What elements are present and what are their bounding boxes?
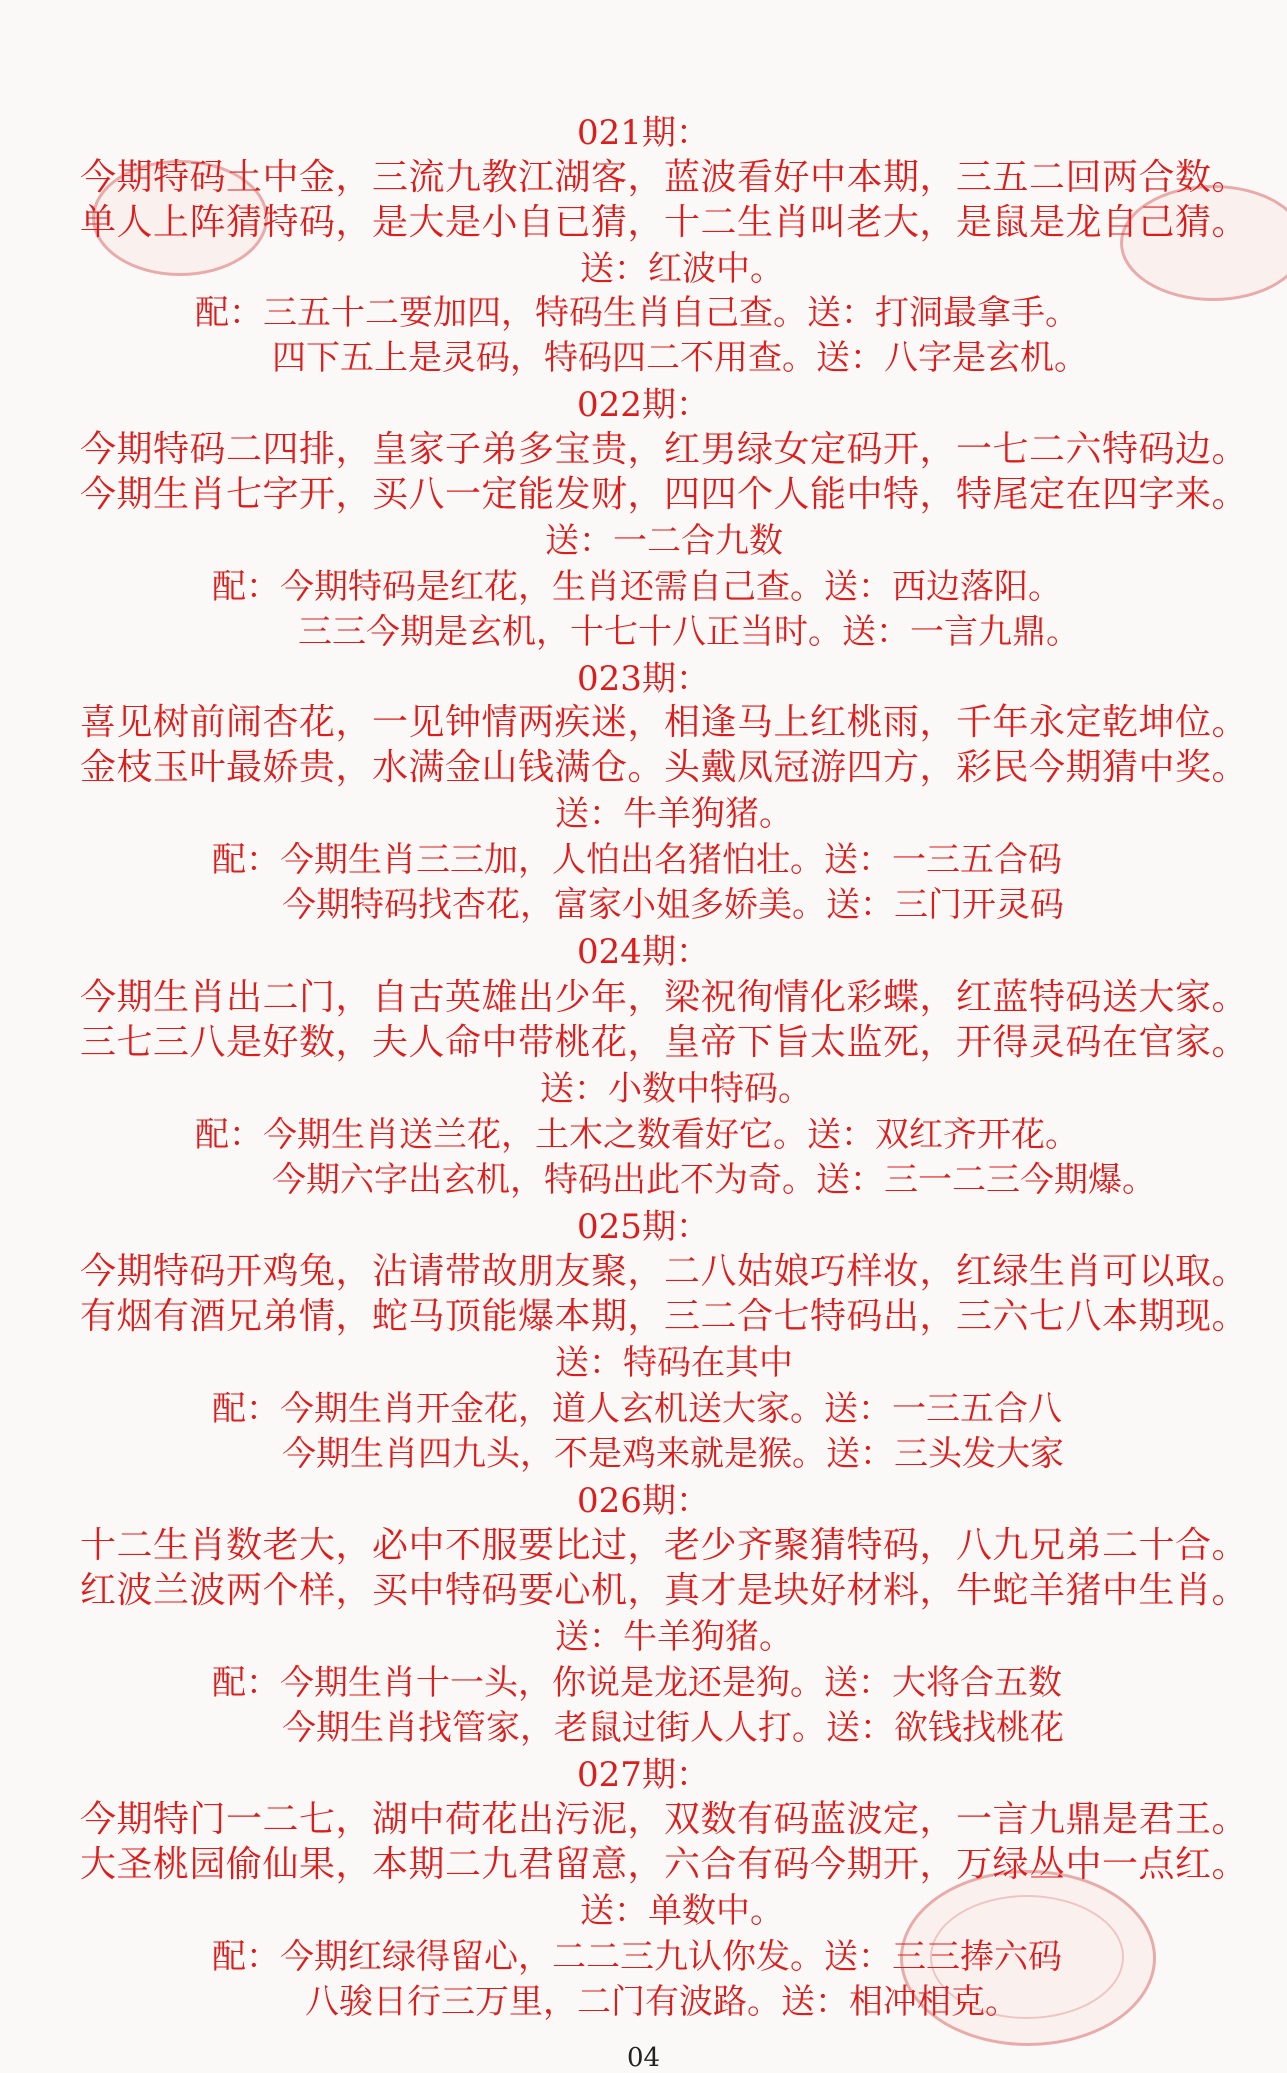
section-header: 027期： bbox=[577, 1755, 710, 1795]
pei-line-2: 今期特码找杏花，富家小姐多娇美。送：三门开灵码 bbox=[282, 885, 1064, 925]
pei-line-2: 今期生肖四九头，不是鸡来就是猴。送：三头发大家 bbox=[282, 1434, 1064, 1474]
verse-line: 单人上阵猜特码，是大是小自已猜，十二生肖叫老大，是鼠是龙自己猜。 bbox=[80, 202, 1249, 243]
section-header: 021期： bbox=[577, 113, 710, 153]
verse-line: 十二生肖数老大，必中不服要比过，老少齐聚猜特码，八九兄弟二十合。 bbox=[80, 1525, 1249, 1566]
verse-line: 今期特码土中金，三流九教江湖客，蓝波看好中本期，三五二回两合数。 bbox=[80, 157, 1249, 198]
send-line: 送：红波中。 bbox=[580, 249, 784, 289]
pei-line-2: 今期六字出玄机，特码出此不为奇。送：三一二三今期爆。 bbox=[272, 1160, 1156, 1200]
pei-line-2: 八骏日行三万里，二门有波路。送：相冲相克。 bbox=[305, 1982, 1019, 2022]
verse-line: 金枝玉叶最娇贵，水满金山钱满仓。头戴凤冠游四方，彩民今期猜中奖。 bbox=[80, 747, 1249, 788]
section-header: 025期： bbox=[577, 1207, 710, 1247]
pei-line-2: 三三今期是玄机，十七十八正当时。送：一言九鼎。 bbox=[298, 612, 1080, 652]
send-line: 送：牛羊狗猪。 bbox=[555, 794, 793, 834]
verse-line: 今期生肖七字开，买八一定能发财，四四个人能中特，特尾定在四字来。 bbox=[80, 474, 1249, 515]
verse-line: 今期特门一二七，湖中荷花出污泥，双数有码蓝波定，一言九鼎是君王。 bbox=[80, 1799, 1249, 1840]
verse-line: 大圣桃园偷仙果，本期二九君留意，六合有码今期开，万绿丛中一点红。 bbox=[80, 1844, 1249, 1885]
page-number: 04 bbox=[626, 2043, 661, 2073]
pei-line: 配：三五十二要加四，特码生肖自己查。送：打洞最拿手。 bbox=[195, 293, 1079, 333]
section-header: 023期： bbox=[577, 659, 710, 699]
verse-line: 喜见树前闹杏花，一见钟情两疾迷，相逢马上红桃雨，千年永定乾坤位。 bbox=[80, 702, 1249, 743]
send-line: 送：牛羊狗猪。 bbox=[555, 1617, 793, 1657]
send-line: 送：单数中。 bbox=[580, 1891, 784, 1931]
pei-line: 配：今期生肖开金花，道人玄机送大家。送：一三五合八 bbox=[212, 1389, 1062, 1429]
send-line: 送：一二合九数 bbox=[545, 521, 783, 561]
send-line: 送：特码在其中 bbox=[555, 1343, 793, 1383]
pei-line: 配：今期红绿得留心，二二三九认你发。送：三三捧六码 bbox=[212, 1937, 1062, 1977]
send-line: 送：小数中特码。 bbox=[540, 1069, 812, 1109]
pei-line: 配：今期生肖送兰花，土木之数看好它。送：双红齐开花。 bbox=[195, 1115, 1079, 1155]
verse-line: 红波兰波两个样，买中特码要心机，真才是块好材料，牛蛇羊猪中生肖。 bbox=[80, 1570, 1249, 1611]
section-header: 026期： bbox=[577, 1481, 710, 1521]
section-header: 024期： bbox=[577, 932, 710, 972]
verse-line: 三七三八是好数，夫人命中带桃花，皇帝下旨太监死，开得灵码在官家。 bbox=[80, 1022, 1249, 1063]
section-header: 022期： bbox=[577, 385, 710, 425]
pei-line-2: 四下五上是灵码，特码四二不用查。送：八字是玄机。 bbox=[272, 338, 1088, 378]
pei-line-2: 今期生肖找管家，老鼠过街人人打。送：欲钱找桃花 bbox=[282, 1708, 1064, 1748]
pei-line: 配：今期特码是红花，生肖还需自己查。送：西边落阳。 bbox=[212, 567, 1062, 607]
pei-line: 配：今期生肖十一头，你说是龙还是狗。送：大将合五数 bbox=[212, 1663, 1062, 1703]
verse-line: 今期生肖出二门，自古英雄出少年，梁祝徇情化彩蝶，红蓝特码送大家。 bbox=[80, 977, 1249, 1018]
verse-line: 今期特码开鸡兔，沾请带故朋友聚，二八姑娘巧样妆，红绿生肖可以取。 bbox=[80, 1251, 1249, 1292]
verse-line: 今期特码二四排，皇家子弟多宝贵，红男绿女定码开，一七二六特码边。 bbox=[80, 429, 1249, 470]
pei-line: 配：今期生肖三三加，人怕出名猪怕壮。送：一三五合码 bbox=[212, 840, 1062, 880]
verse-line: 有烟有酒兄弟情，蛇马顶能爆本期，三二合七特码出，三六七八本期现。 bbox=[80, 1296, 1249, 1337]
